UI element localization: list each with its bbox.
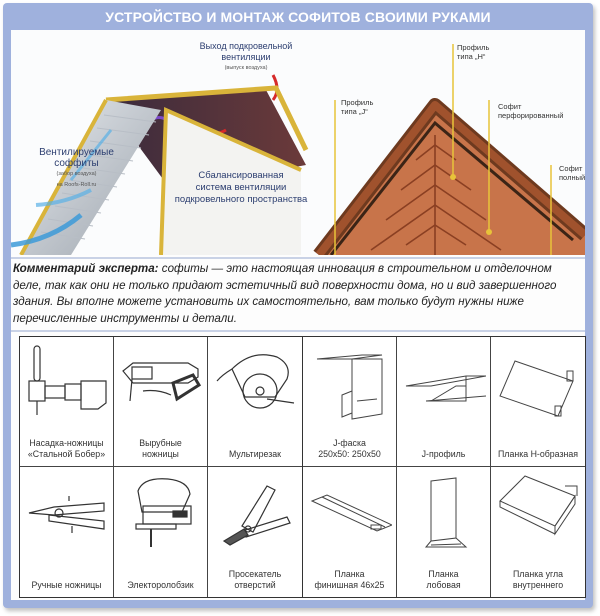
tool-caption-line1: Вырубные	[139, 438, 182, 448]
label-full-soffit-line2: полный	[559, 173, 585, 182]
tool-caption-line2: отверстий	[234, 580, 276, 590]
label-h-profile-line1: Профиль	[457, 43, 490, 52]
label-full-soffit-line1: Софит	[559, 164, 583, 173]
tool-caption-line1: Электоролобзик	[127, 580, 194, 590]
part-caption-line1: Планка Н-образная	[497, 449, 579, 459]
label-perforated-soffit-line2: перфорированный	[498, 111, 564, 120]
part-caption	[491, 569, 585, 591]
label-vent-exit-note: (выпуск воздуха)	[224, 65, 268, 71]
part-caption-line2: финишная 46x25	[314, 580, 385, 590]
label-vented-soffits-line2: соффиты	[54, 158, 99, 169]
label-full-soffit	[559, 164, 585, 182]
tool-caption-line2: ножницы	[142, 449, 179, 459]
tool-caption-line2: «Стальной Бобер»	[27, 449, 106, 459]
label-balanced-system	[171, 170, 311, 206]
tool-card	[20, 337, 114, 467]
part-card	[491, 467, 585, 597]
part-card	[397, 467, 491, 597]
expert-comment-lead: Комментарий эксперта:	[13, 262, 159, 275]
part-caption-line1: Планка угла	[512, 569, 564, 579]
label-balanced-system-line3: подкровельного пространства	[174, 194, 308, 205]
tool-caption	[208, 569, 302, 591]
label-vent-exit-line2: вентиляции	[221, 52, 271, 62]
tool-card	[208, 467, 302, 597]
part-caption-line2: 250x50: 250x50	[318, 449, 381, 459]
label-vented-soffits-line1: Вентилируемые	[39, 147, 114, 158]
expert-comment	[13, 261, 581, 327]
parts-grid	[302, 336, 586, 598]
label-balanced-system-line2: система вентиляции	[195, 182, 287, 193]
part-caption	[397, 449, 490, 460]
nibbler-shears-icon	[118, 341, 203, 421]
part-card	[491, 337, 585, 467]
tool-caption	[20, 580, 113, 591]
watermark: на Roofs-Roll.ru	[56, 182, 97, 188]
inner-corner-strip-icon	[495, 471, 580, 551]
expert-comment-text: софиты — это настоящая инновация в строительном и отделочном деле, так как они не только придают эстетичный вид поверхности дома, но и вид завершенного здания. Вы вполне можете установить их самостоятельно, вам только будут нужны ниже перечисленные инструменты и детали.	[13, 262, 557, 325]
label-j-profile	[341, 98, 373, 116]
label-vent-exit	[186, 41, 306, 74]
label-j-profile-line2: типа „J“	[341, 107, 368, 116]
part-card	[303, 467, 397, 597]
tools-grid	[19, 336, 303, 598]
tool-card	[114, 467, 208, 597]
tool-card	[20, 467, 114, 597]
tool-caption	[114, 580, 207, 591]
finish-strip-icon	[307, 471, 392, 551]
label-h-profile	[457, 43, 489, 61]
part-card	[397, 337, 491, 467]
hero-illustrations	[11, 30, 585, 255]
j-profile-icon	[401, 341, 486, 421]
h-strip-icon	[495, 341, 580, 421]
label-j-profile-line1: Профиль	[341, 98, 374, 107]
j-chamfer-icon	[307, 341, 392, 421]
label-vented-soffits	[29, 147, 124, 191]
label-balanced-system-line1: Сбалансированная	[198, 170, 284, 181]
content-panel	[11, 30, 585, 600]
label-perforated-soffit	[498, 102, 563, 120]
part-caption-line2: лобовая	[426, 580, 461, 590]
hand-shears-icon	[24, 471, 109, 551]
part-caption	[303, 438, 396, 460]
part-caption-line1: Планка	[334, 569, 365, 579]
part-caption	[303, 569, 396, 591]
divider	[11, 330, 585, 332]
page-title: УСТРОЙСТВО И МОНТАЖ СОФИТОВ СВОИМИ РУКАМИ	[105, 9, 491, 25]
label-vent-exit-line1: Выход подкровельной	[199, 41, 293, 51]
tool-caption	[20, 438, 113, 460]
tool-caption-line1: Мультирезак	[229, 449, 281, 459]
soffit-corner-diagram	[311, 30, 585, 255]
part-caption-line1: J-профиль	[421, 449, 466, 459]
label-vented-soffits-note: (забор воздуха)	[56, 171, 97, 177]
drill-shears-attachment-icon	[24, 341, 109, 421]
part-card	[303, 337, 397, 467]
tool-card	[114, 337, 208, 467]
jigsaw-icon	[118, 471, 203, 551]
part-caption	[397, 569, 490, 591]
part-caption-line1: J-фаска	[333, 438, 366, 448]
tool-caption	[114, 438, 207, 460]
label-h-profile-line2: типа „H“	[457, 52, 486, 61]
tool-caption-line1: Насадка-ножницы	[29, 438, 104, 448]
label-perforated-soffit-line1: Софит	[498, 102, 522, 111]
tool-caption	[208, 449, 302, 460]
tool-caption-line1: Ручные ножницы	[31, 580, 102, 590]
hole-punch-icon	[212, 471, 297, 551]
page-frame	[3, 3, 593, 608]
tool-caption-line1: Просекатель	[228, 569, 282, 579]
part-caption-line2: внутреннего	[512, 580, 564, 590]
fascia-strip-icon	[401, 471, 486, 551]
divider	[11, 257, 585, 259]
part-caption	[491, 449, 585, 460]
circular-saw-icon	[212, 341, 297, 421]
part-caption-line1: Планка	[428, 569, 459, 579]
tool-card	[208, 337, 302, 467]
